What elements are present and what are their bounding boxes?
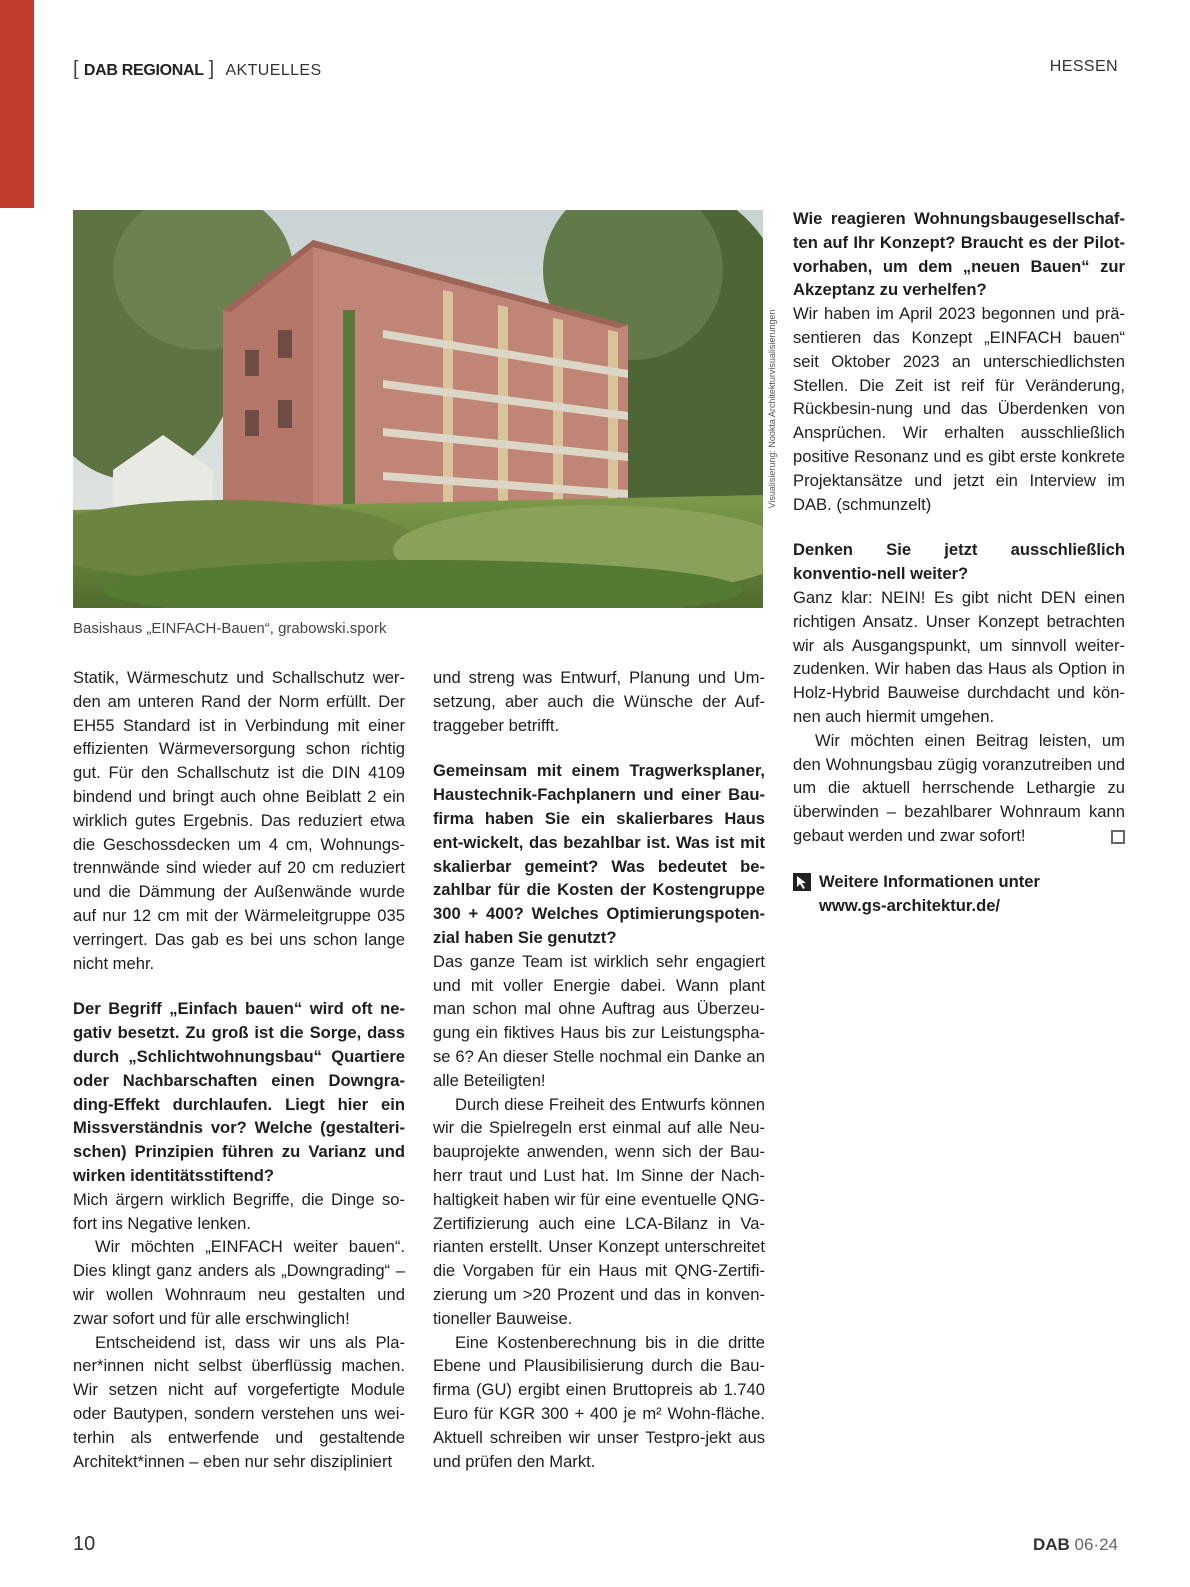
article-column-2 xyxy=(433,666,765,1473)
closing-text: Wir möchten einen Beitrag leisten, um den Wohnungsbau zügig voranzutreiben und um die aktuell herrschende Lethargie zu überwinden – bezahlbarer Wohnraum kann gebaut werden und zwar sofort! xyxy=(793,730,1125,845)
article-column-3 xyxy=(793,207,1125,917)
interview-answer: Ganz klar: NEIN! Es gibt nicht DEN einen richtigen Ansatz. Unser Konzept betrachten wir als Ausgangspunkt, um sinnvoll weiter-zudenken. Wir haben das Haus als Option in Holz-Hybrid Bauweise durchdacht und kön-nen auch hiermit umgehen. xyxy=(793,587,1125,726)
interview-question: Denken Sie jetzt ausschließlich konventio-nell weiter? xyxy=(793,540,1125,584)
paragraph: Wir möchten „EINFACH weiter bauen“. Dies klingt ganz anders als „Downgrading“ – wir wollen Wohnraum neu gestalten und zwar sofort und für alle erschwinglich! xyxy=(73,1237,405,1328)
article-column-1 xyxy=(73,666,405,1473)
end-of-article-icon xyxy=(1111,830,1125,844)
paragraph: Eine Kostenberechnung bis in die dritte Ebene und Plausibilisierung durch die Bau-firma (GU) ergibt einen Bruttopreis ab 1.740 Euro für KGR 300 + 400 je m² Wohn-fläche. Aktuell schreiben wir unser Testpro-jekt aus und prüfen den Markt. xyxy=(433,1332,765,1471)
bracket-open: [ xyxy=(73,58,79,80)
section-header xyxy=(73,58,322,81)
more-info-text xyxy=(819,870,1040,918)
paragraph: Durch diese Freiheit des Entwurfs können wir die Spielregeln erst einmal auf alle Neu-bauprojekte anwenden, wenn sich der Bau-herr traut und Lust hat. Im Sinne der Nach-haltigkeit haben wir für eine eventuelle QNG-Zertifizierung auch eine LCA-Bilanz in Va-rianten erstellt. Unser Konzept unterschreitet die Vorgaben für ein Haus mit QNG-Zertifi-zierung um >20 Prozent und das in konven-tioneller Bauweise. xyxy=(433,1094,765,1328)
external-link-icon xyxy=(793,873,811,891)
magazine-brand: DAB xyxy=(1032,1535,1070,1554)
paragraph: und streng was Entwurf, Planung und Um-setzung, aber auch die Wünsche der Auf-traggeber betrifft. xyxy=(433,668,765,735)
interview-answer: Mich ärgern wirklich Begriffe, die Dinge so-fort ins Negative lenken. xyxy=(73,1189,405,1233)
paragraph: Entscheidend ist, dass wir uns als Pla-ner*innen nicht selbst überflüssig machen. Wir setzen nicht auf vorgefertigte Module oder Bautypen, sondern verstehen uns wei-terhin als entwerfende und gestaltende Architekt*innen – eben nur sehr diszipliniert xyxy=(73,1332,405,1471)
image-caption: Basishaus „EINFACH-Bauen“, grabowski.spork xyxy=(73,620,387,637)
section-subtitle: AKTUELLES xyxy=(225,62,322,79)
accent-bar xyxy=(0,0,34,208)
interview-answer: Wir haben im April 2023 begonnen und prä-sentieren das Konzept „EINFACH bauen“ seit Oktober 2023 an unterschiedlichsten Stellen. Die Zeit ist reif für Veränderung, Rückbesin-nung und das Überdenken von Ansprüchen. Wir erhalten ausschließlich positive Resonanz und es gibt erste konkrete Projektansätze und jetzt ein Interview im DAB. (schmunzelt) xyxy=(793,304,1125,514)
page-number: 10 xyxy=(73,1533,96,1555)
issue-number: 06·24 xyxy=(1074,1535,1118,1554)
section-title: DAB REGIONAL xyxy=(83,62,204,79)
more-info-url[interactable]: www.gs-architektur.de/ xyxy=(819,895,1001,915)
bracket-close: ] xyxy=(208,58,215,80)
paragraph xyxy=(793,729,1125,848)
magazine-issue xyxy=(1033,1535,1118,1555)
more-info-link[interactable] xyxy=(793,870,1125,918)
interview-question: Wie reagieren Wohnungsbaugesellschaf-ten auf Ihr Konzept? Braucht es der Pilot-vorhaben, um dem „neuen Bauen“ zur Akzeptanz zu verhelfen? xyxy=(793,209,1125,300)
more-info-line-1: Weitere Informationen unter xyxy=(819,871,1040,891)
interview-question: Gemeinsam mit einem Tragwerksplaner, Haustechnik-Fachplanern und einer Bau-firma haben Sie ein skalierbares Haus ent-wickelt, das bezahlbar ist. Was ist mit skalierbar gemeint? Was bedeutet be-zahlbar für die Kosten der Kostengruppe 300 + 400? Welches Optimierungspoten-zial haben Sie genutzt? xyxy=(433,761,765,947)
image-credit-text: Visualisierung: Nookta Architekturvisualisierungen xyxy=(767,309,777,509)
interview-answer: Das ganze Team ist wirklich sehr engagiert und mit voller Energie dabei. Wann plant man schon mal ohne Auftrag aus Überzeu-gung ein fiktives Haus bis zur Leistungspha-se 6? An dieser Stelle nochmal ein Danke an alle Beteiligten! xyxy=(433,951,765,1090)
building-visualization-image xyxy=(73,210,763,608)
interview-question: Der Begriff „Einfach bauen“ wird oft ne-gativ besetzt. Zu groß ist die Sorge, dass durch „Schlichtwohnungsbau“ Quartiere oder Nachbarschaften einen Downgra-ding-Effekt durchlaufen. Liegt hier ein Missverständnis vor? Welche (gestalteri-schen) Prinzipien führen zu Varianz und wirken identitätsstiftend? xyxy=(73,999,405,1185)
region-label: HESSEN xyxy=(1049,58,1118,75)
paragraph: Statik, Wärmeschutz und Schallschutz wer-den am unteren Rand der Norm erfüllt. Der EH55 Standard ist in Verbindung mit einer effizienten Wärmeversorgung schon richtig gut. Für den Schallschutz ist die DIN 4109 bindend und bringt auch ohne Beiblatt 2 ein wirklich gutes Ergebnis. Das reduziert etwa die Geschossdecken um 4 cm, Wohnungs-trennwände sind wieder auf 20 cm reduziert und die Dämmung der Außenwände wurde auf nur 12 cm mit der Wärmeleitgruppe 035 verringert. Das gab es bei uns schon lange nicht mehr. xyxy=(73,668,405,973)
image-credit xyxy=(765,210,779,608)
